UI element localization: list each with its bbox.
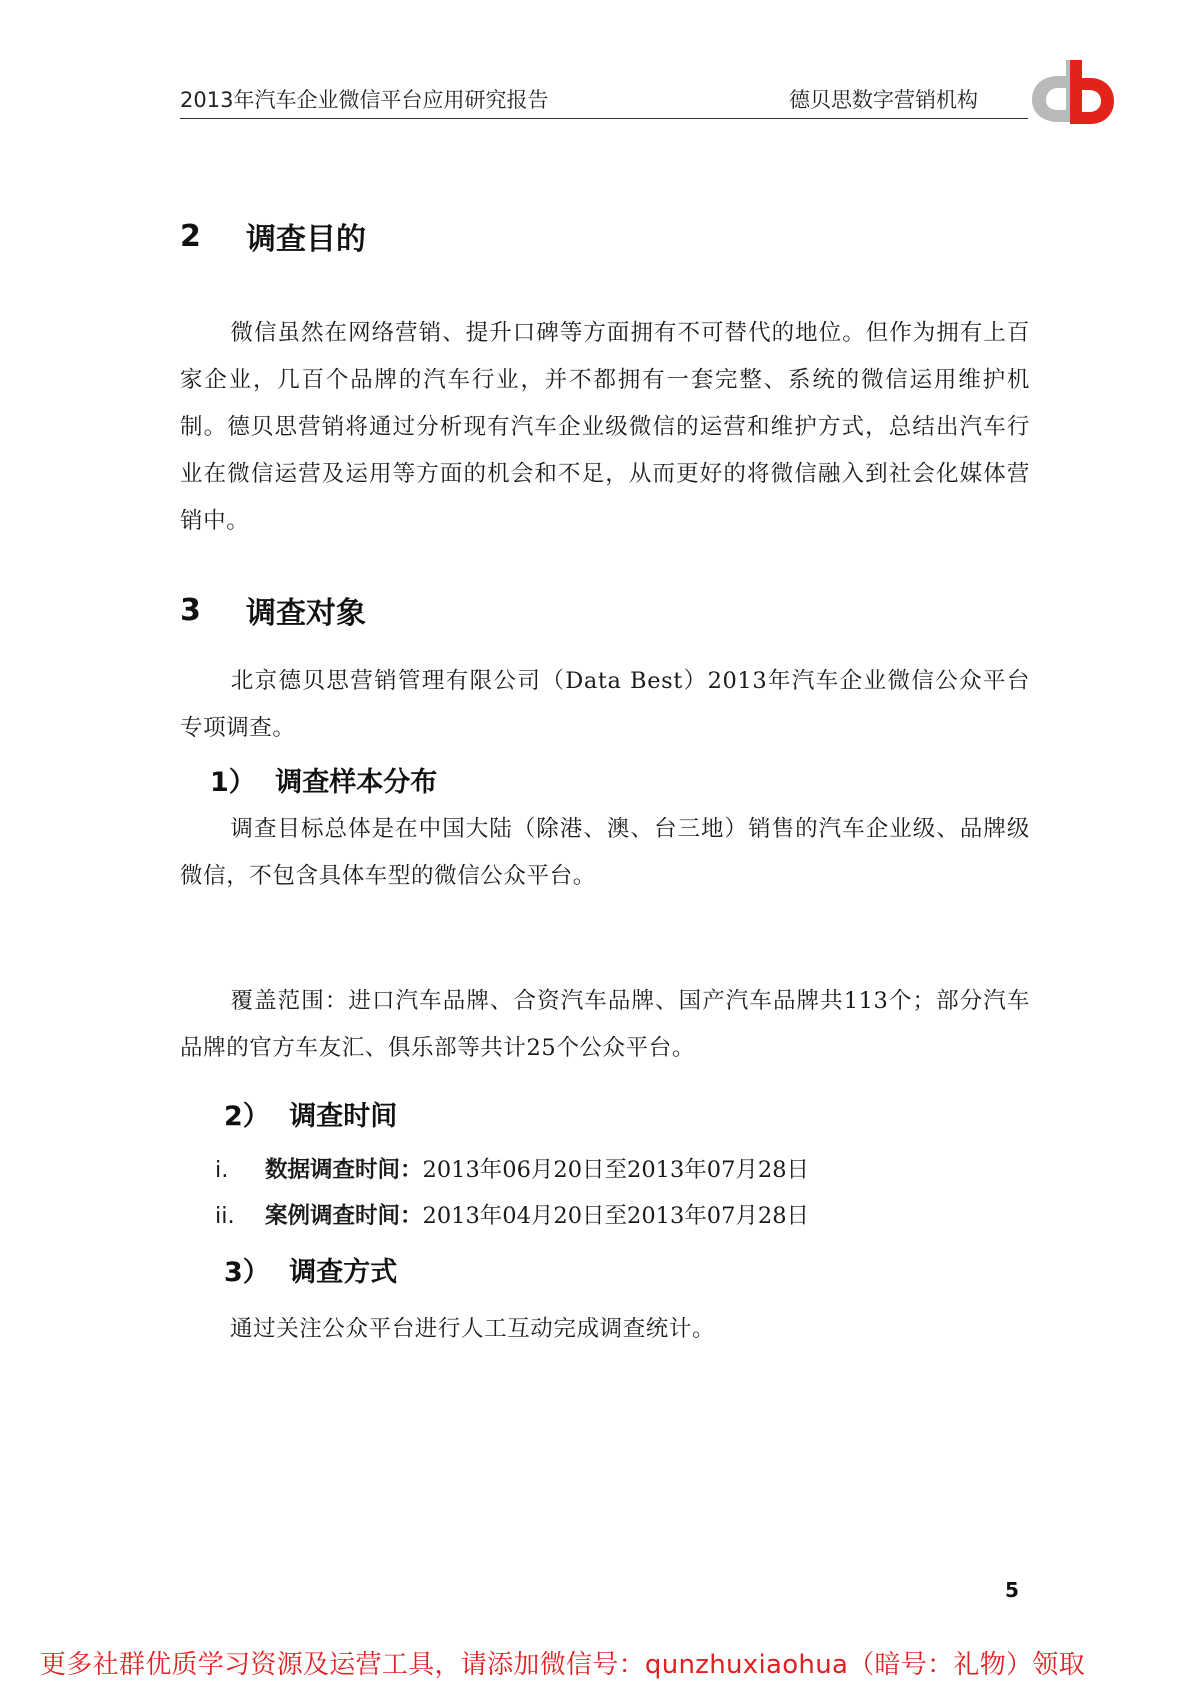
subsection-1-paragraph-2	[180, 978, 1030, 1072]
footer-promo-banner: 更多社群优质学习资源及运营工具，请添加微信号：qunzhuxiaohua（暗号：礼物）领取	[40, 1650, 1085, 1680]
subsection-2-number: 2）	[224, 1101, 270, 1132]
section-2-paragraph-text: 微信虽然在网络营销、提升口碑等方面拥有不可替代的地位。但作为拥有上百家企业，几百个品牌的汽车行业，并不都拥有一套完整、系统的微信运用维护机制。德贝思营销将通过分析现有汽车企业级微信的运营和维护方式，总结出汽车行业在微信运营及运用等方面的机会和不足，从而更好的将微信融入到社会化媒体营销中。	[180, 320, 1030, 534]
list-marker: ii.	[215, 1203, 235, 1229]
section-2-title: 调查目的	[246, 222, 366, 257]
subsection-2-heading	[224, 1094, 397, 1133]
section-2-paragraph	[180, 310, 1030, 545]
section-3-number: 3	[180, 592, 201, 628]
section-3-paragraph-text: 北京德贝思营销管理有限公司（Data Best）2013年汽车企业微信公众平台专项调查。	[180, 668, 1030, 741]
subsection-3-paragraph-text: 通过关注公众平台进行人工互动完成调查统计。	[230, 1316, 716, 1342]
header-organization: 德贝思数字营销机构	[789, 88, 978, 112]
subsection-1-paragraph-2-text: 覆盖范围：进口汽车品牌、合资汽车品牌、国产汽车品牌共113个；部分汽车品牌的官方车友汇、俱乐部等共计25个公众平台。	[180, 988, 1030, 1061]
page-number: 5	[1005, 1578, 1019, 1602]
page-header	[180, 84, 1028, 119]
subsection-1-number: 1）	[210, 767, 256, 798]
subsection-3-paragraph	[180, 1306, 1030, 1353]
section-3-title: 调查对象	[246, 596, 366, 631]
subsection-1-paragraph-1	[180, 806, 1030, 900]
survey-time-item	[215, 1152, 809, 1184]
survey-time-item	[215, 1198, 809, 1230]
list-marker: i.	[215, 1157, 229, 1183]
subsection-1-paragraph-1-text: 调查目标总体是在中国大陆（除港、澳、台三地）销售的汽车企业级、品牌级微信，不包含具体车型的微信公众平台。	[180, 816, 1030, 889]
survey-time-label: 数据调查时间：	[265, 1157, 423, 1183]
section-3-heading	[180, 588, 366, 632]
subsection-2-title: 调查时间	[289, 1101, 398, 1132]
header-report-title: 2013年汽车企业微信平台应用研究报告	[180, 88, 549, 112]
survey-time-value: 2013年06月20日至2013年07月28日	[422, 1157, 810, 1183]
subsection-3-title: 调查方式	[289, 1257, 398, 1288]
section-2-number: 2	[180, 218, 201, 254]
subsection-1-title: 调查样本分布	[275, 767, 438, 798]
survey-time-value: 2013年04月20日至2013年07月28日	[422, 1203, 810, 1229]
section-2-heading	[180, 214, 366, 258]
subsection-1-heading	[210, 760, 437, 799]
subsection-3-number: 3）	[224, 1257, 270, 1288]
survey-time-label: 案例调查时间：	[265, 1203, 423, 1229]
section-3-paragraph	[180, 658, 1030, 752]
subsection-3-heading	[224, 1250, 397, 1289]
db-logo-icon	[1026, 56, 1116, 128]
